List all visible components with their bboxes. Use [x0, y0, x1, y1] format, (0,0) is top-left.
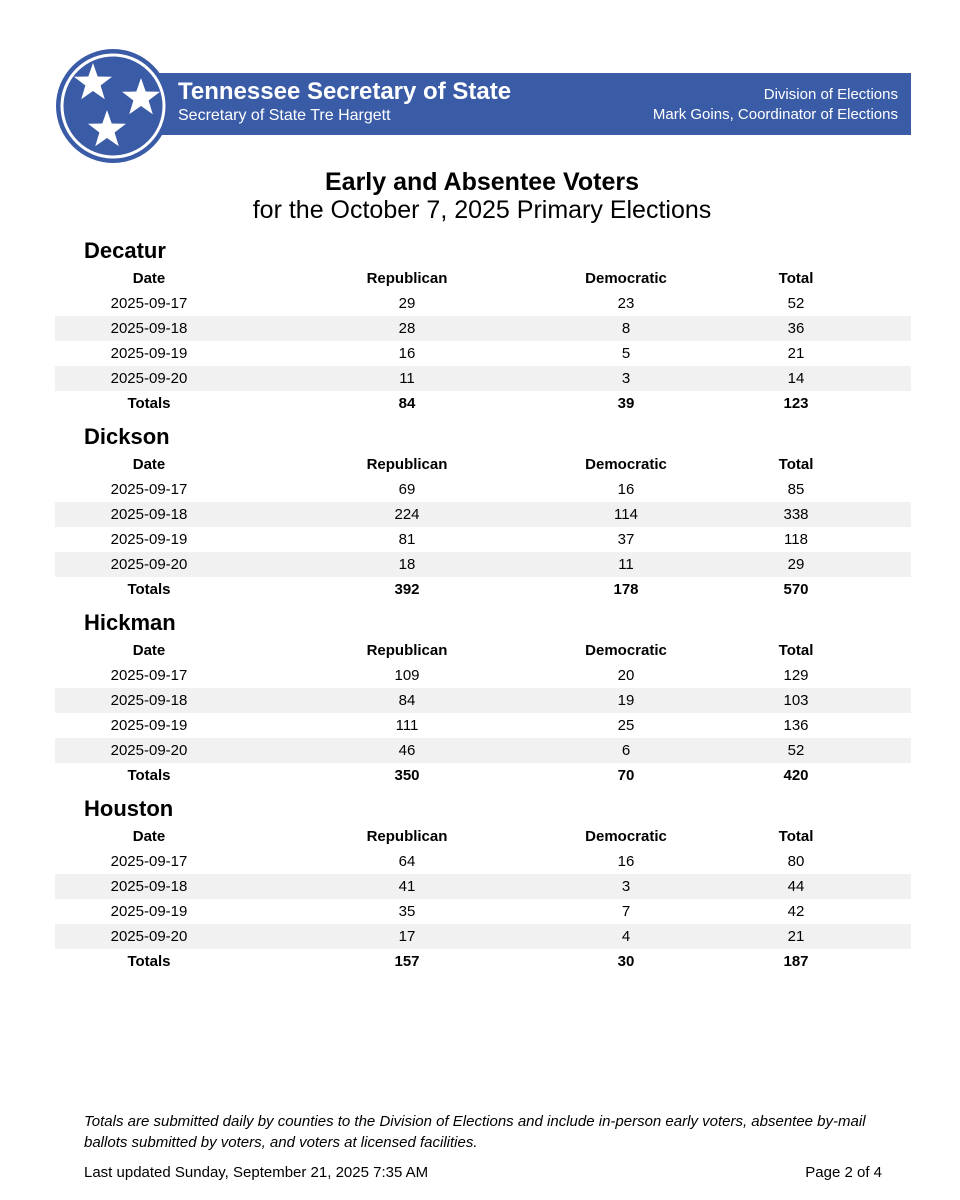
cell-total: 80: [787, 853, 805, 870]
cell-date: 2025-09-18: [110, 506, 188, 523]
table-row: [55, 874, 911, 899]
column-header-date: Date: [132, 270, 166, 287]
total-republican: 392: [394, 581, 420, 598]
cell-total: 21: [787, 928, 805, 945]
cell-democratic: 114: [614, 506, 638, 523]
cell-date: 2025-09-19: [110, 531, 188, 548]
cell-republican: 81: [398, 531, 416, 548]
table-row: [55, 527, 911, 552]
cell-democratic: 19: [617, 692, 635, 709]
total-democratic: 178: [613, 581, 639, 598]
table-row: [55, 849, 911, 874]
cell-date: 2025-09-17: [110, 295, 188, 312]
org-title: Tennessee Secretary of State: [178, 78, 512, 105]
cell-republican: 28: [398, 320, 416, 337]
county-name: Hickman: [84, 610, 176, 635]
last-updated: Last updated Sunday, September 21, 2025 7:35 AM: [84, 1164, 429, 1181]
cell-republican: 46: [398, 742, 416, 759]
table-row: [55, 924, 911, 949]
totals-label: Totals: [127, 395, 171, 412]
table-row: [55, 341, 911, 366]
cell-total: 129: [783, 667, 809, 684]
column-header-democratic: Democratic: [585, 456, 667, 473]
cell-republican: 16: [398, 345, 416, 362]
table-row: [55, 316, 911, 341]
cell-total: 136: [783, 717, 809, 734]
county-section-decatur: [55, 236, 911, 416]
total-democratic: 70: [617, 767, 635, 784]
cell-total: 36: [787, 320, 805, 337]
column-header-republican: Republican: [366, 270, 448, 287]
cell-date: 2025-09-17: [110, 667, 188, 684]
cell-republican: 111: [395, 717, 419, 734]
cell-democratic: 5: [621, 345, 631, 362]
table-row: [55, 366, 911, 391]
cell-total: 52: [787, 295, 805, 312]
report-subtitle: for the October 7, 2025 Primary Elections: [252, 196, 712, 224]
totals-row: [55, 949, 911, 974]
column-header-total: Total: [778, 456, 814, 473]
cell-date: 2025-09-20: [110, 742, 188, 759]
total-democratic: 39: [617, 395, 635, 412]
county-section-hickman: [55, 608, 911, 788]
table-header-row: [55, 266, 911, 291]
table-header-row: [55, 824, 911, 849]
totals-label: Totals: [127, 953, 171, 970]
totals-label: Totals: [127, 767, 171, 784]
cell-democratic: 16: [617, 481, 635, 498]
cell-date: 2025-09-17: [110, 853, 188, 870]
cell-republican: 64: [398, 853, 416, 870]
county-name: Dickson: [84, 424, 170, 449]
total-total: 570: [783, 581, 809, 598]
cell-total: 14: [787, 370, 805, 387]
cell-date: 2025-09-19: [110, 345, 188, 362]
column-header-total: Total: [778, 270, 814, 287]
totals-row: [55, 577, 911, 602]
cell-republican: 84: [398, 692, 416, 709]
cell-date: 2025-09-19: [110, 903, 188, 920]
cell-democratic: 20: [617, 667, 635, 684]
cell-date: 2025-09-19: [110, 717, 188, 734]
totals-row: [55, 391, 911, 416]
cell-republican: 41: [398, 878, 416, 895]
table-row: [55, 477, 911, 502]
cell-democratic: 3: [621, 878, 631, 895]
column-header-total: Total: [778, 642, 814, 659]
cell-total: 52: [787, 742, 805, 759]
column-header-democratic: Democratic: [585, 828, 667, 845]
total-republican: 350: [394, 767, 420, 784]
org-subtitle: Secretary of State Tre Hargett: [178, 107, 391, 124]
division-name: Division of Elections: [763, 86, 898, 103]
cell-date: 2025-09-18: [110, 692, 188, 709]
table-header-row: [55, 638, 911, 663]
cell-total: 42: [787, 903, 805, 920]
cell-democratic: 23: [617, 295, 635, 312]
table-row: [55, 738, 911, 763]
tennessee-tri-star-seal-icon: [55, 48, 171, 164]
cell-democratic: 6: [621, 742, 631, 759]
county-section-dickson: [55, 422, 911, 602]
column-header-republican: Republican: [366, 642, 448, 659]
total-total: 187: [783, 953, 809, 970]
table-row: [55, 552, 911, 577]
page-number: Page 2 of 4: [805, 1164, 882, 1181]
cell-republican: 17: [398, 928, 416, 945]
cell-democratic: 37: [617, 531, 635, 548]
total-total: 123: [783, 395, 809, 412]
county-name: Houston: [84, 796, 174, 821]
column-header-date: Date: [132, 828, 166, 845]
table-row: [55, 713, 911, 738]
total-republican: 84: [398, 395, 416, 412]
cell-republican: 69: [398, 481, 416, 498]
column-header-democratic: Democratic: [585, 642, 667, 659]
column-header-total: Total: [778, 828, 814, 845]
cell-total: 85: [787, 481, 805, 498]
column-header-date: Date: [132, 456, 166, 473]
county-section-houston: [55, 794, 911, 974]
cell-democratic: 16: [617, 853, 635, 870]
coordinator-name: Mark Goins, Coordinator of Elections: [652, 106, 898, 123]
cell-date: 2025-09-20: [110, 556, 188, 573]
table-row: [55, 899, 911, 924]
cell-republican: 18: [398, 556, 416, 573]
column-header-date: Date: [132, 642, 166, 659]
cell-democratic: 3: [621, 370, 631, 387]
table-row: [55, 663, 911, 688]
cell-total: 338: [783, 506, 809, 523]
cell-date: 2025-09-18: [110, 878, 188, 895]
cell-republican: 35: [398, 903, 416, 920]
cell-democratic: 4: [621, 928, 631, 945]
cell-date: 2025-09-18: [110, 320, 188, 337]
cell-total: 103: [783, 692, 809, 709]
county-name: Decatur: [84, 238, 166, 263]
cell-republican: 109: [394, 667, 420, 684]
report-title: Early and Absentee Voters: [324, 168, 639, 196]
cell-democratic: 25: [617, 717, 635, 734]
table-row: [55, 502, 911, 527]
table-row: [55, 688, 911, 713]
cell-democratic: 11: [618, 556, 634, 573]
cell-democratic: 8: [621, 320, 631, 337]
cell-date: 2025-09-17: [110, 481, 188, 498]
cell-democratic: 7: [621, 903, 631, 920]
column-header-republican: Republican: [366, 456, 448, 473]
cell-republican: 29: [398, 295, 416, 312]
totals-row: [55, 763, 911, 788]
table-header-row: [55, 452, 911, 477]
cell-date: 2025-09-20: [110, 370, 188, 387]
cell-total: 21: [787, 345, 805, 362]
footnote: Totals are submitted daily by counties to the Division of Elections and include in-person early voters, absentee by-mail ballots submitted by voters, and voters at licensed facilities.: [84, 1113, 866, 1151]
total-republican: 157: [394, 953, 420, 970]
cell-republican: 224: [394, 506, 420, 523]
column-header-republican: Republican: [366, 828, 448, 845]
cell-total: 29: [787, 556, 805, 573]
column-header-democratic: Democratic: [585, 270, 667, 287]
cell-total: 44: [787, 878, 805, 895]
cell-republican: 11: [399, 370, 415, 387]
total-total: 420: [783, 767, 809, 784]
table-row: [55, 291, 911, 316]
cell-date: 2025-09-20: [110, 928, 188, 945]
totals-label: Totals: [127, 581, 171, 598]
total-democratic: 30: [617, 953, 635, 970]
cell-total: 118: [784, 531, 808, 548]
